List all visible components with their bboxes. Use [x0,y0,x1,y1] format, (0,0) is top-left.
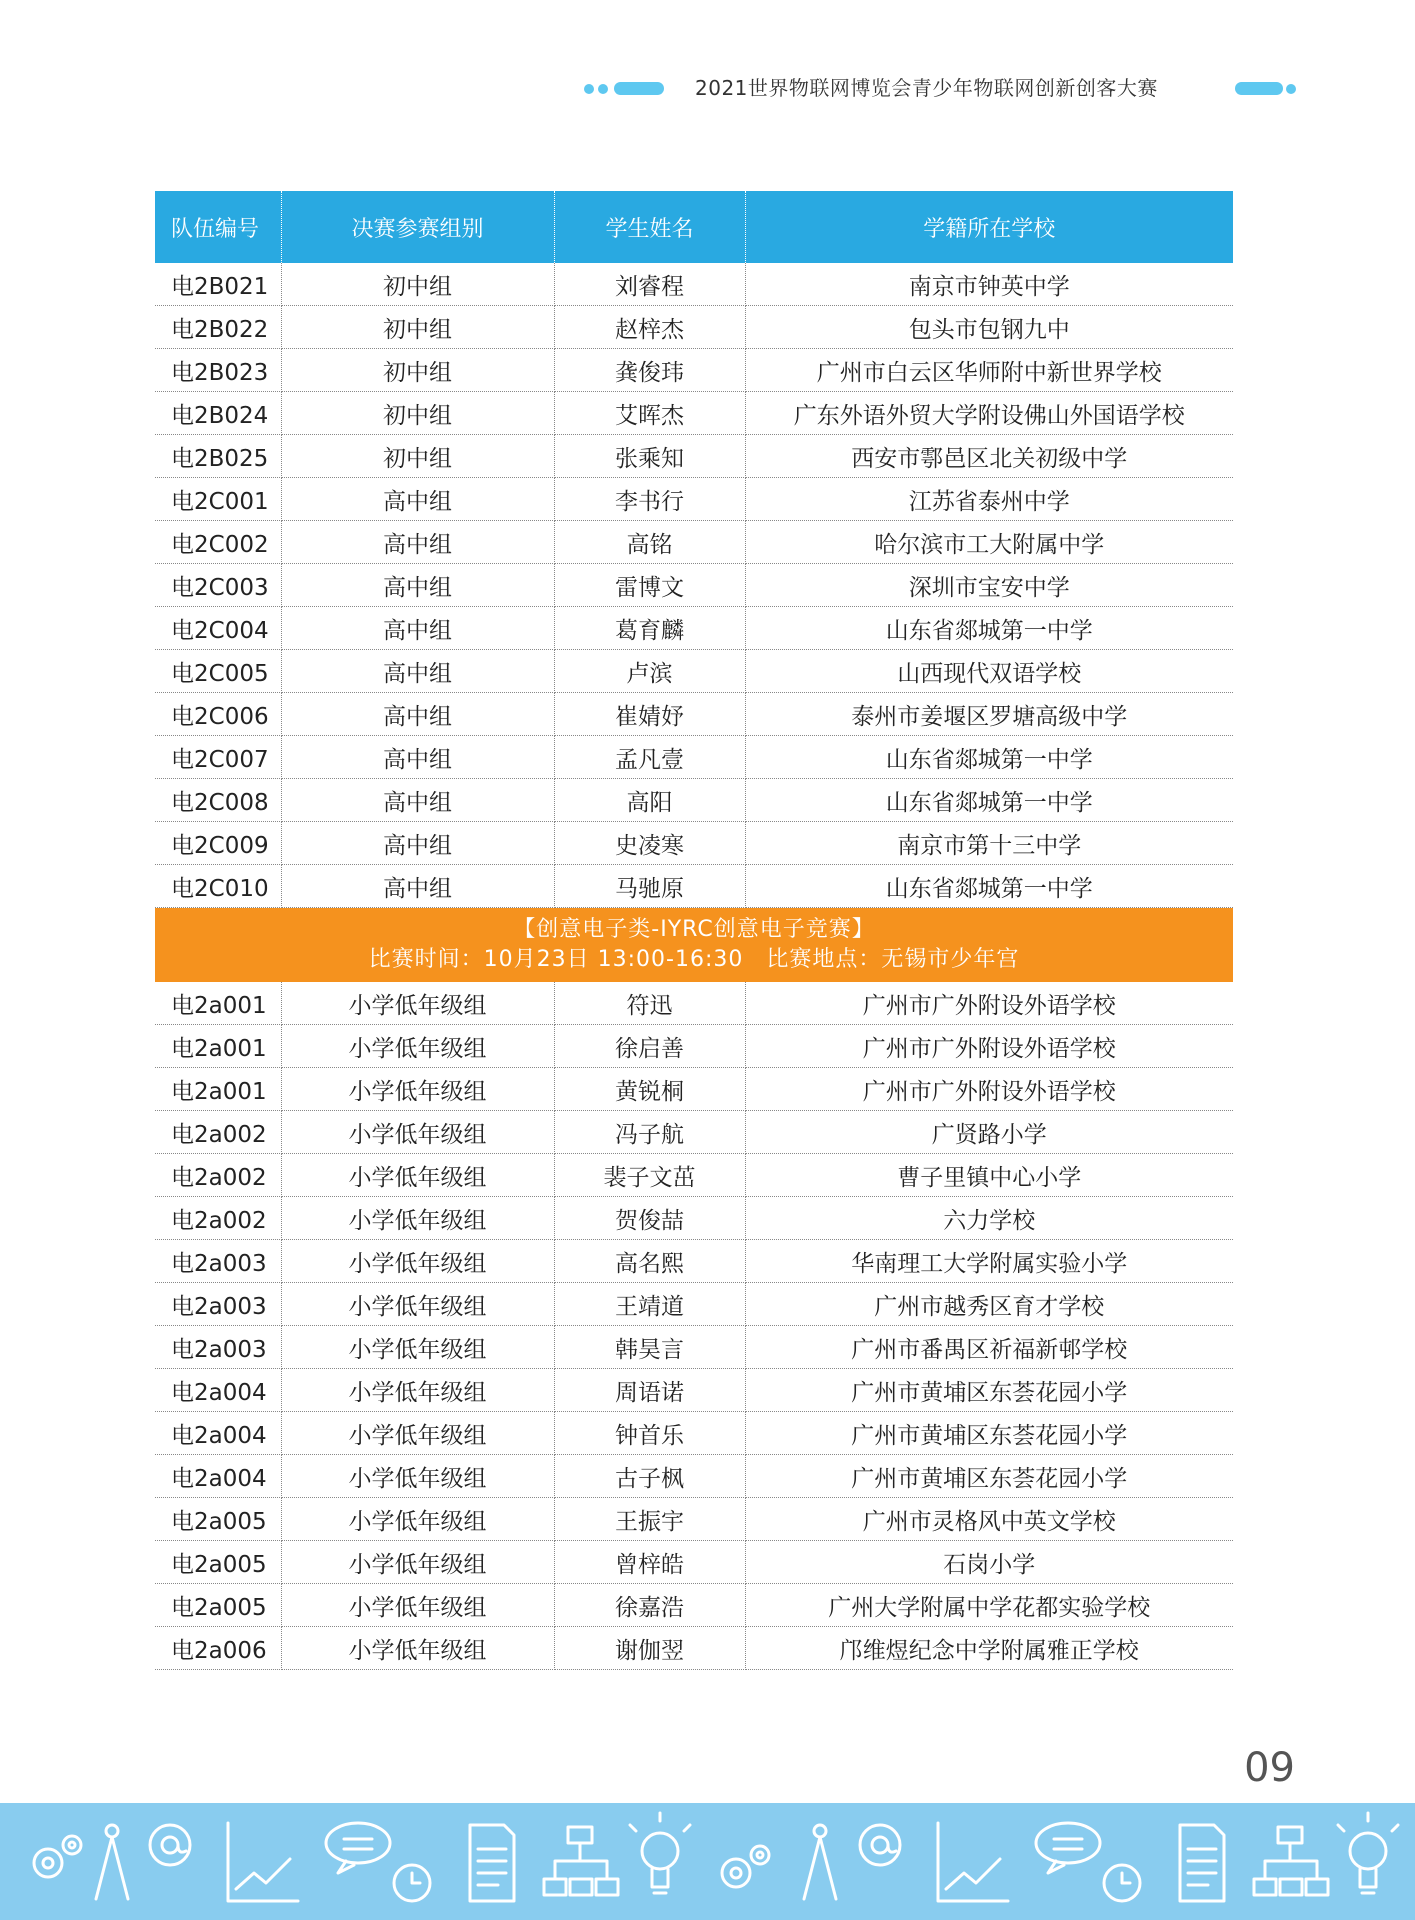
team-id-cell: 电2B025 [155,435,281,478]
school-cell: 广州市黄埔区东荟花园小学 [745,1455,1233,1498]
at-sign-icon [150,1825,190,1865]
group-cell: 初中组 [281,349,554,392]
school-cell: 广州市黄埔区东荟花园小学 [745,1369,1233,1412]
student-name-cell: 赵梓杰 [554,306,745,349]
decor-pill [1235,82,1283,95]
compass-icon [804,1825,836,1899]
group-cell: 初中组 [281,392,554,435]
school-cell: 山东省郯城第一中学 [745,736,1233,779]
compass-icon [96,1825,128,1899]
table-row [155,779,1233,822]
group-cell: 小学低年级组 [281,1111,554,1154]
group-cell: 小学低年级组 [281,1541,554,1584]
table-banner [155,908,1233,983]
student-name-cell: 马驰原 [554,865,745,908]
student-name-cell: 钟首乐 [554,1412,745,1455]
group-cell: 高中组 [281,822,554,865]
school-cell: 广州大学附属中学花都实验学校 [745,1584,1233,1627]
team-id-cell: 电2a002 [155,1154,281,1197]
team-id-cell: 电2a005 [155,1541,281,1584]
group-cell: 小学低年级组 [281,1498,554,1541]
group-cell: 小学低年级组 [281,1584,554,1627]
team-id-cell: 电2a004 [155,1455,281,1498]
table-row [155,1455,1233,1498]
decor-dot [598,84,608,94]
school-cell: 广州市灵格风中英文学校 [745,1498,1233,1541]
student-name-cell: 古子枫 [554,1455,745,1498]
table-row [155,1412,1233,1455]
group-cell: 小学低年级组 [281,1240,554,1283]
team-id-cell: 电2C006 [155,693,281,736]
group-cell: 小学低年级组 [281,1197,554,1240]
team-id-cell: 电2a005 [155,1498,281,1541]
table-row [155,650,1233,693]
student-name-cell: 徐启善 [554,1025,745,1068]
student-name-cell: 龚俊玮 [554,349,745,392]
group-cell: 小学低年级组 [281,1154,554,1197]
at-sign-icon [860,1825,900,1865]
school-cell: 泰州市姜堰区罗塘高级中学 [745,693,1233,736]
group-cell: 小学低年级组 [281,1455,554,1498]
table-row [155,435,1233,478]
flowchart-icon [1254,1827,1328,1895]
table-header-row [155,191,1233,263]
page-number: 09 [1244,1745,1295,1791]
column-header-student-name: 学生姓名 [554,191,745,263]
table-row [155,865,1233,908]
school-cell: 山东省郯城第一中学 [745,865,1233,908]
table-row [155,736,1233,779]
school-cell: 广州市越秀区育才学校 [745,1283,1233,1326]
group-cell: 小学低年级组 [281,982,554,1025]
school-cell: 广东外语外贸大学附设佛山外国语学校 [745,392,1233,435]
table-row [155,1627,1233,1670]
document-icon [470,1825,514,1901]
school-cell: 广州市广外附设外语学校 [745,1025,1233,1068]
group-cell: 小学低年级组 [281,1369,554,1412]
team-id-cell: 电2a004 [155,1369,281,1412]
group-cell: 高中组 [281,779,554,822]
student-name-cell: 艾晖杰 [554,392,745,435]
group-cell: 小学低年级组 [281,1025,554,1068]
student-name-cell: 张乘知 [554,435,745,478]
school-cell: 邝维煜纪念中学附属雅正学校 [745,1627,1233,1670]
team-id-cell: 电2C008 [155,779,281,822]
student-name-cell: 贺俊喆 [554,1197,745,1240]
table-row [155,349,1233,392]
gear-icon [34,1836,81,1877]
student-name-cell: 高铭 [554,521,745,564]
column-header-group: 决赛参赛组别 [281,191,554,263]
table-row [155,1240,1233,1283]
decor-pill [614,82,664,95]
table-body-top [155,263,1233,908]
school-cell: 山东省郯城第一中学 [745,779,1233,822]
table-row [155,1068,1233,1111]
table-row [155,1025,1233,1068]
team-id-cell: 电2B021 [155,263,281,306]
school-cell: 广州市黄埔区东荟花园小学 [745,1412,1233,1455]
student-name-cell: 韩昊言 [554,1326,745,1369]
student-name-cell: 周语诺 [554,1369,745,1412]
table-row [155,1111,1233,1154]
team-id-cell: 电2C001 [155,478,281,521]
team-id-cell: 电2B024 [155,392,281,435]
student-name-cell: 高阳 [554,779,745,822]
school-cell: 华南理工大学附属实验小学 [745,1240,1233,1283]
group-cell: 高中组 [281,650,554,693]
footer-icon-strip [0,1803,1415,1920]
table-row [155,1197,1233,1240]
student-name-cell: 王振宇 [554,1498,745,1541]
group-cell: 高中组 [281,865,554,908]
lightbulb-icon [1338,1813,1398,1893]
school-cell: 西安市鄠邑区北关初级中学 [745,435,1233,478]
team-id-cell: 电2a003 [155,1283,281,1326]
student-name-cell: 崔婧妤 [554,693,745,736]
student-name-cell: 雷博文 [554,564,745,607]
school-cell: 哈尔滨市工大附属中学 [745,521,1233,564]
team-id-cell: 电2B022 [155,306,281,349]
student-name-cell: 徐嘉浩 [554,1584,745,1627]
school-cell: 曹子里镇中心小学 [745,1154,1233,1197]
competition-banner-row [155,908,1233,983]
footer-band [0,1803,1415,1920]
table-row [155,1584,1233,1627]
team-id-cell: 电2C005 [155,650,281,693]
team-id-cell: 电2a001 [155,1068,281,1111]
school-cell: 山东省郯城第一中学 [745,607,1233,650]
school-cell: 六力学校 [745,1197,1233,1240]
school-cell: 广州市番禺区祈福新邨学校 [745,1326,1233,1369]
flowchart-icon [544,1827,618,1895]
table-row [155,1498,1233,1541]
school-cell: 南京市钟英中学 [745,263,1233,306]
team-id-cell: 电2a005 [155,1584,281,1627]
table-row [155,1154,1233,1197]
school-cell: 山西现代双语学校 [745,650,1233,693]
lightbulb-icon [630,1813,690,1893]
table-row [155,822,1233,865]
student-name-cell: 刘睿程 [554,263,745,306]
table-row [155,263,1233,306]
group-cell: 初中组 [281,263,554,306]
group-cell: 小学低年级组 [281,1068,554,1111]
column-header-school: 学籍所在学校 [745,191,1233,263]
team-id-cell: 电2C007 [155,736,281,779]
team-id-cell: 电2C010 [155,865,281,908]
decor-dot [1286,84,1296,94]
table-row [155,982,1233,1025]
student-name-cell: 史凌寒 [554,822,745,865]
team-roster-table [155,191,1233,1670]
table-row [155,1283,1233,1326]
header-title: 2021世界物联网博览会青少年物联网创新创客大赛 [695,76,1158,100]
decor-dot [584,84,594,94]
student-name-cell: 葛育麟 [554,607,745,650]
column-header-team-id: 队伍编号 [155,191,281,263]
table-row [155,693,1233,736]
group-cell: 初中组 [281,435,554,478]
group-cell: 小学低年级组 [281,1283,554,1326]
school-cell: 江苏省泰州中学 [745,478,1233,521]
team-id-cell: 电2a006 [155,1627,281,1670]
school-cell: 广州市广外附设外语学校 [745,982,1233,1025]
group-cell: 高中组 [281,564,554,607]
team-id-cell: 电2a001 [155,1025,281,1068]
team-id-cell: 电2a003 [155,1326,281,1369]
speech-bubble-icon [1036,1823,1100,1873]
document-icon [1180,1825,1224,1901]
table-row [155,478,1233,521]
school-cell: 石岗小学 [745,1541,1233,1584]
table-row [155,521,1233,564]
clock-icon [1104,1865,1140,1901]
competition-banner [155,908,1233,983]
line-chart-icon [228,1823,298,1901]
school-cell: 广贤路小学 [745,1111,1233,1154]
group-cell: 高中组 [281,607,554,650]
group-cell: 初中组 [281,306,554,349]
group-cell: 小学低年级组 [281,1627,554,1670]
group-cell: 小学低年级组 [281,1326,554,1369]
student-name-cell: 卢滨 [554,650,745,693]
group-cell: 高中组 [281,478,554,521]
school-cell: 包头市包钢九中 [745,306,1233,349]
team-id-cell: 电2a001 [155,982,281,1025]
student-name-cell: 谢伽翌 [554,1627,745,1670]
school-cell: 广州市广外附设外语学校 [745,1068,1233,1111]
team-id-cell: 电2C009 [155,822,281,865]
team-id-cell: 电2a002 [155,1111,281,1154]
student-name-cell: 孟凡壹 [554,736,745,779]
banner-schedule: 比赛时间：10月23日 13:00-16:30 比赛地点：无锡市少年宫 [368,947,1020,972]
team-id-cell: 电2a003 [155,1240,281,1283]
table-row [155,306,1233,349]
clock-icon [394,1865,430,1901]
student-name-cell: 李书行 [554,478,745,521]
team-id-cell: 电2a002 [155,1197,281,1240]
school-cell: 广州市白云区华师附中新世界学校 [745,349,1233,392]
team-id-cell: 电2a004 [155,1412,281,1455]
school-cell: 南京市第十三中学 [745,822,1233,865]
student-name-cell: 王靖道 [554,1283,745,1326]
table-row [155,392,1233,435]
group-cell: 高中组 [281,736,554,779]
gear-icon [722,1846,769,1887]
table-row [155,1326,1233,1369]
team-id-cell: 电2C003 [155,564,281,607]
student-name-cell: 黄锐桐 [554,1068,745,1111]
table-row [155,1541,1233,1584]
student-name-cell: 冯子航 [554,1111,745,1154]
student-name-cell: 高名熙 [554,1240,745,1283]
table-row [155,1369,1233,1412]
group-cell: 高中组 [281,521,554,564]
student-name-cell: 符迅 [554,982,745,1025]
banner-title: 【创意电子类-IYRC创意电子竞赛】 [513,917,875,942]
group-cell: 高中组 [281,693,554,736]
group-cell: 小学低年级组 [281,1412,554,1455]
student-name-cell: 裴子文茁 [554,1154,745,1197]
team-id-cell: 电2C004 [155,607,281,650]
team-id-cell: 电2B023 [155,349,281,392]
team-id-cell: 电2C002 [155,521,281,564]
student-name-cell: 曾梓皓 [554,1541,745,1584]
table-row [155,607,1233,650]
line-chart-icon [938,1823,1008,1901]
school-cell: 深圳市宝安中学 [745,564,1233,607]
speech-bubble-icon [326,1823,390,1873]
table-body-bottom [155,982,1233,1670]
table-row [155,564,1233,607]
page-header [0,74,1415,104]
